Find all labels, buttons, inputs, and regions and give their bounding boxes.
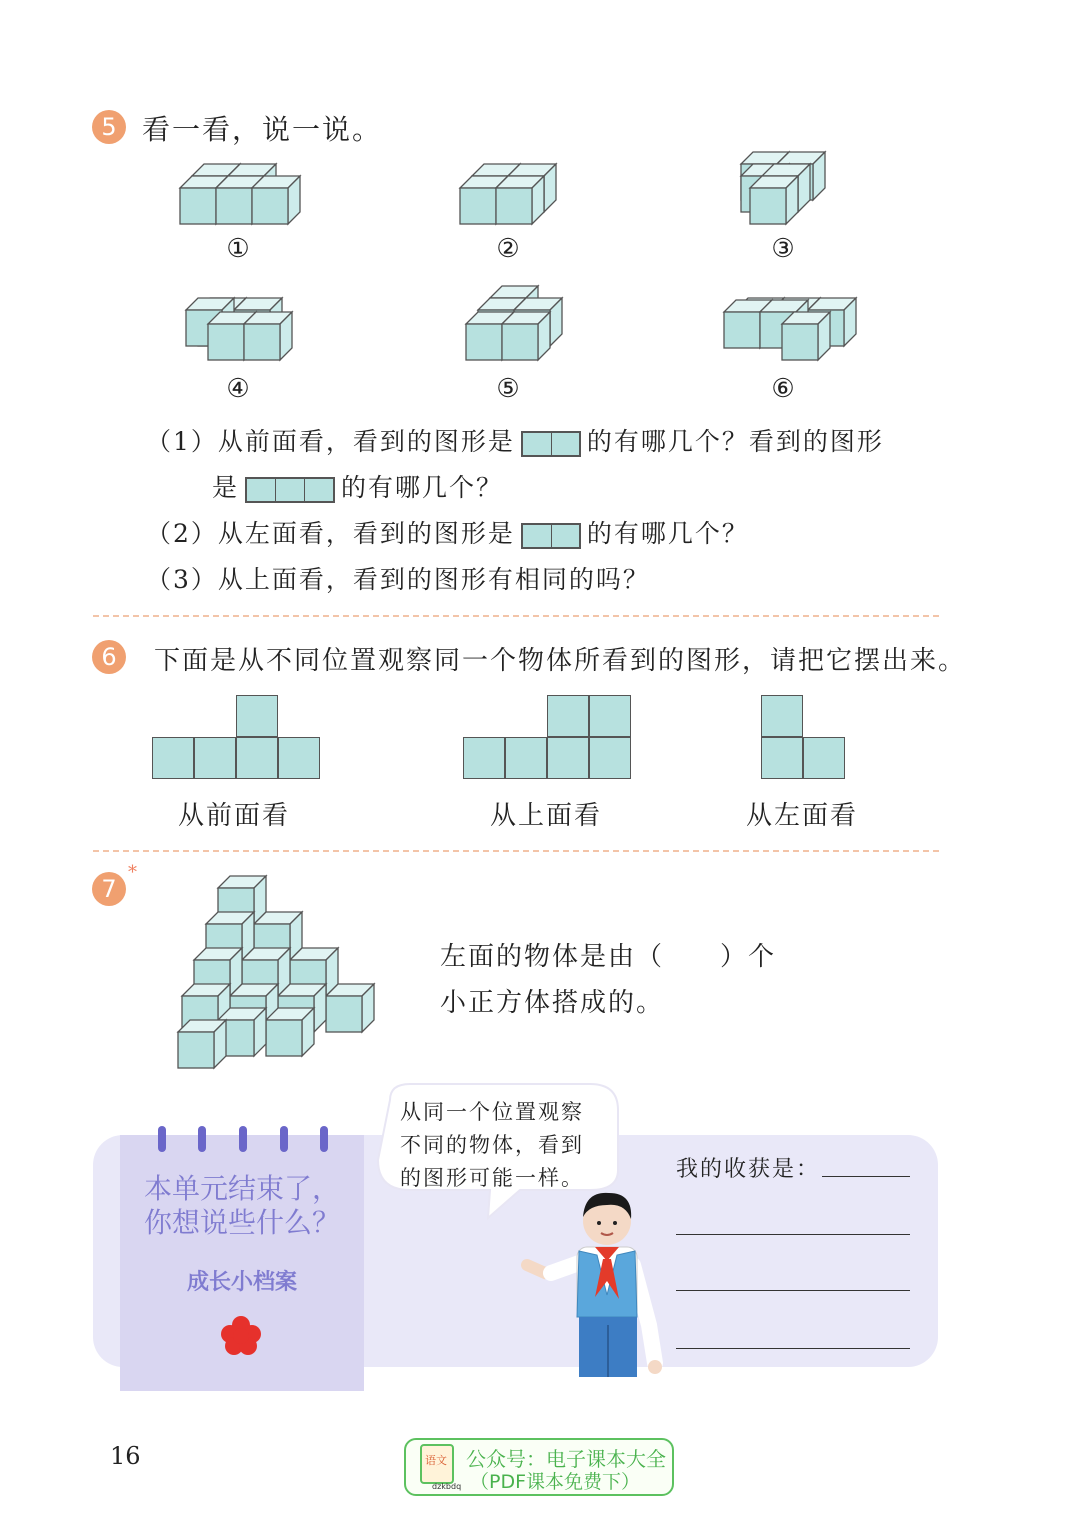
figure-label-2: ② [496, 234, 520, 264]
bubble-line-3: 的图形可能一样。 [400, 1166, 584, 1190]
notebook-ring [239, 1126, 247, 1152]
bubble-line-2: 不同的物体，看到 [400, 1133, 584, 1157]
sub-question-1-line-1 [146, 422, 884, 458]
question-6-title: 下面是从不同位置观察同一个物体所看到的图形，请把它摆出来。 [154, 646, 967, 676]
figure-6 [724, 298, 856, 360]
figure-2 [460, 164, 556, 224]
harvest-label: 我的收获是： [676, 1157, 821, 1182]
three-square-shape [245, 477, 335, 503]
cube-pyramid-figure [160, 860, 390, 1080]
figure-label-4: ④ [226, 374, 250, 404]
optional-star: * [128, 862, 137, 883]
notebook-title-line-1: 本单元结束了， [143, 1172, 340, 1205]
left-view-label: 从左面看 [746, 801, 859, 831]
figure-1 [180, 164, 300, 224]
sub-question-2-text-a: （2）从左面看，看到的图形是 [146, 519, 515, 548]
figure-label-5: ⑤ [496, 374, 520, 404]
notebook-ring [158, 1126, 166, 1152]
two-square-shape [521, 431, 581, 457]
grid-cell [589, 695, 631, 737]
question-7-number: 7 [92, 872, 126, 906]
front-view-label: 从前面看 [178, 801, 291, 831]
sub-question-1-text-d: 的有哪几个？ [341, 473, 504, 502]
answer-line[interactable] [676, 1290, 910, 1291]
top-view-label: 从上面看 [490, 801, 603, 831]
grid-cell [194, 737, 236, 779]
question-5-cube-figures [0, 0, 1080, 420]
question-5-title: 看一看，说一说。 [142, 113, 383, 146]
notebook-ring [198, 1126, 206, 1152]
bubble-line-1: 从同一个位置观察 [400, 1100, 584, 1124]
grid-cell [505, 737, 547, 779]
boy-character-illustration [515, 1185, 685, 1380]
grid-cell [463, 737, 505, 779]
grid-cell [589, 737, 631, 779]
book-icon-label: 语文 [425, 1454, 447, 1467]
notebook-ring [320, 1126, 328, 1152]
grid-cell [152, 737, 194, 779]
badge-line-2: （PDF课本免费下） [470, 1471, 641, 1493]
answer-line[interactable] [676, 1348, 910, 1349]
figure-3 [741, 152, 825, 224]
figure-4 [186, 298, 292, 360]
notebook-title-line-2: 你想说些什么？ [143, 1206, 340, 1239]
grid-cell [278, 737, 320, 779]
badge-line-1: 公众号：电子课本大全 [466, 1447, 666, 1471]
question-7-line-2: 小正方体搭成的。 [440, 988, 665, 1018]
two-square-shape-left [521, 523, 581, 549]
grid-cell [803, 737, 845, 779]
section-divider-1 [93, 615, 939, 617]
section-divider-2 [93, 850, 939, 852]
question-7-line-1: 左面的物体是由（ ）个 [440, 942, 777, 972]
figure-label-3: ③ [771, 234, 795, 264]
notebook-ring [280, 1126, 288, 1152]
sub-question-1-line-2 [212, 468, 503, 504]
answer-line[interactable] [676, 1234, 910, 1235]
question-6-number: 6 [92, 640, 126, 674]
sub-question-1-text-c: 是 [212, 473, 240, 502]
figure-label-6: ⑥ [771, 374, 795, 404]
answer-line[interactable] [822, 1176, 910, 1177]
question-5-number: 5 [92, 110, 126, 144]
sub-question-2 [146, 514, 749, 550]
flower-icon [218, 1314, 264, 1358]
grid-cell [547, 737, 589, 779]
sub-question-2-text-b: 的有哪几个？ [586, 519, 749, 548]
sub-question-3: （3）从上面看，看到的图形有相同的吗？ [146, 565, 650, 594]
notebook-subtitle: 成长小档案 [186, 1270, 297, 1295]
page-number: 16 [110, 1442, 141, 1470]
grid-cell [547, 695, 589, 737]
figure-5 [466, 286, 562, 360]
grid-cell [236, 737, 278, 779]
sub-question-1-text-a: （1）从前面看，看到的图形是 [146, 427, 515, 456]
figure-label-1: ① [226, 234, 250, 264]
badge-small-text: dzkbdq [432, 1482, 462, 1491]
grid-cell [236, 695, 278, 737]
grid-cell [761, 737, 803, 779]
sub-question-1-text-b: 的有哪几个？看到的图形 [586, 427, 884, 456]
grid-cell [761, 695, 803, 737]
